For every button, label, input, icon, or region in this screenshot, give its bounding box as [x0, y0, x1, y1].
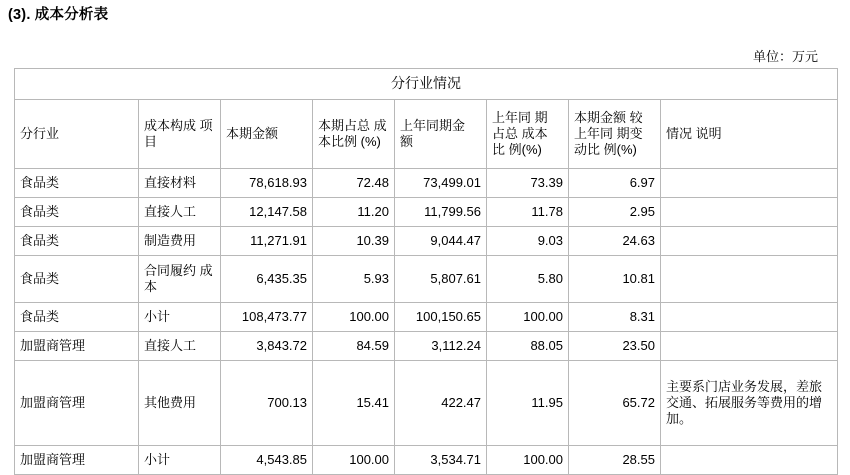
- cell-change-pct: 10.81: [569, 256, 661, 303]
- cell-cost-item: 制造费用: [139, 227, 221, 256]
- cell-note: [661, 169, 838, 198]
- cell-current-pct: 72.48: [313, 169, 395, 198]
- cell-prior-pct: 100.00: [487, 446, 569, 475]
- cell-current-amount: 700.13: [221, 361, 313, 446]
- cell-current-amount: 12,147.58: [221, 198, 313, 227]
- cell-change-pct: 24.63: [569, 227, 661, 256]
- table-header: [15, 69, 838, 169]
- cell-current-pct: 5.93: [313, 256, 395, 303]
- cell-prior-pct: 11.95: [487, 361, 569, 446]
- column-header-current-amount: 本期金额: [221, 100, 313, 169]
- cell-current-pct: 100.00: [313, 446, 395, 475]
- cell-cost-item: 直接材料: [139, 169, 221, 198]
- cell-note: 主要系门店业务发展，差旅交通、拓展服务等费用的增加。: [661, 361, 838, 446]
- cell-change-pct: 28.55: [569, 446, 661, 475]
- column-header-note: 情况 说明: [661, 100, 838, 169]
- cell-current-pct: 84.59: [313, 332, 395, 361]
- cell-industry: 食品类: [15, 303, 139, 332]
- cell-cost-item: 合同履约 成本: [139, 256, 221, 303]
- cell-change-pct: 2.95: [569, 198, 661, 227]
- column-header-change-pct: 本期金额 较 上年同 期变 动比 例(%): [569, 100, 661, 169]
- cell-current-amount: 108,473.77: [221, 303, 313, 332]
- column-header-cost-item: 成本构成 项目: [139, 100, 221, 169]
- cell-industry: 食品类: [15, 198, 139, 227]
- cell-prior-amount: 11,799.56: [395, 198, 487, 227]
- cell-change-pct: 23.50: [569, 332, 661, 361]
- column-header-prior-amount: 上年同期金 额: [395, 100, 487, 169]
- table-row: [15, 332, 838, 361]
- cell-note: [661, 332, 838, 361]
- cell-industry: 食品类: [15, 227, 139, 256]
- cell-prior-amount: 100,150.65: [395, 303, 487, 332]
- cell-note: [661, 303, 838, 332]
- cell-current-pct: 100.00: [313, 303, 395, 332]
- cell-cost-item: 小计: [139, 446, 221, 475]
- cell-note: [661, 446, 838, 475]
- table-row: [15, 227, 838, 256]
- cell-current-amount: 6,435.35: [221, 256, 313, 303]
- cell-cost-item: 其他费用: [139, 361, 221, 446]
- cell-current-pct: 15.41: [313, 361, 395, 446]
- table-row: [15, 256, 838, 303]
- cell-prior-amount: 422.47: [395, 361, 487, 446]
- cell-industry: 加盟商管理: [15, 361, 139, 446]
- cell-current-amount: 78,618.93: [221, 169, 313, 198]
- cell-cost-item: 直接人工: [139, 198, 221, 227]
- column-header-current-pct: 本期占总 成本比例 (%): [313, 100, 395, 169]
- cell-prior-pct: 88.05: [487, 332, 569, 361]
- cell-note: [661, 256, 838, 303]
- cell-cost-item: 小计: [139, 303, 221, 332]
- cell-prior-amount: 9,044.47: [395, 227, 487, 256]
- cell-current-amount: 4,543.85: [221, 446, 313, 475]
- table-body: [15, 169, 838, 475]
- cell-prior-pct: 5.80: [487, 256, 569, 303]
- cell-prior-amount: 3,534.71: [395, 446, 487, 475]
- page-title: (3). 成本分析表: [8, 7, 109, 23]
- column-header-industry: 分行业: [15, 100, 139, 169]
- cell-current-pct: 11.20: [313, 198, 395, 227]
- cell-prior-pct: 73.39: [487, 169, 569, 198]
- cell-note: [661, 198, 838, 227]
- cell-note: [661, 227, 838, 256]
- cell-prior-pct: 9.03: [487, 227, 569, 256]
- cell-prior-amount: 5,807.61: [395, 256, 487, 303]
- column-header-prior-pct: 上年同 期 占总 成本 比 例(%): [487, 100, 569, 169]
- cell-prior-amount: 73,499.01: [395, 169, 487, 198]
- cell-change-pct: 8.31: [569, 303, 661, 332]
- cell-industry: 加盟商管理: [15, 446, 139, 475]
- table-row: [15, 446, 838, 475]
- table-row: [15, 361, 838, 446]
- cell-industry: 食品类: [15, 256, 139, 303]
- table-banner: 分行业情况: [15, 69, 838, 100]
- cost-analysis-table: [14, 68, 838, 475]
- cell-change-pct: 6.97: [569, 169, 661, 198]
- table-row: [15, 303, 838, 332]
- cell-industry: 加盟商管理: [15, 332, 139, 361]
- table-column-header-row: [15, 100, 838, 169]
- cell-cost-item: 直接人工: [139, 332, 221, 361]
- cell-current-amount: 3,843.72: [221, 332, 313, 361]
- cost-analysis-table-wrapper: [14, 68, 837, 475]
- table-row: [15, 198, 838, 227]
- unit-label: 单位：万元: [752, 49, 818, 64]
- cell-prior-amount: 3,112.24: [395, 332, 487, 361]
- cell-current-amount: 11,271.91: [221, 227, 313, 256]
- cell-current-pct: 10.39: [313, 227, 395, 256]
- cell-prior-pct: 11.78: [487, 198, 569, 227]
- cell-prior-pct: 100.00: [487, 303, 569, 332]
- table-banner-row: [15, 69, 838, 100]
- cell-change-pct: 65.72: [569, 361, 661, 446]
- table-row: [15, 169, 838, 198]
- cell-industry: 食品类: [15, 169, 139, 198]
